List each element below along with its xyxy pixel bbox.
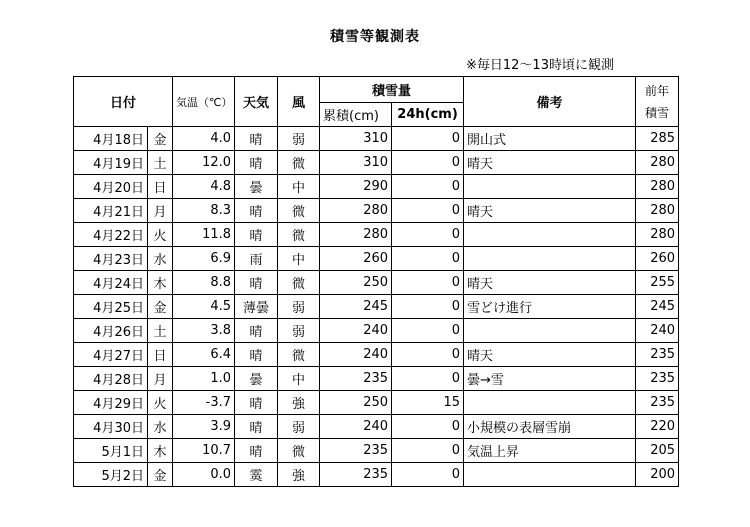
cell-prev-year: 280 [636,223,679,247]
cell-weather: 晴 [235,271,278,295]
table-row [74,367,679,391]
cell-prev-year: 240 [636,319,679,343]
cell-weekday: 日 [148,343,173,367]
table-body [74,127,679,487]
cell-24h: 15 [392,391,464,415]
cell-wind: 中 [278,175,320,199]
header-prev-line2: 積雪 [645,105,670,120]
cell-temp: 11.8 [173,223,235,247]
cell-weather: 晴 [235,223,278,247]
cell-remarks: 雪どけ進行 [464,295,636,319]
cell-temp: 12.0 [173,151,235,175]
cell-prev-year: 205 [636,439,679,463]
cell-cumulative: 235 [320,463,392,487]
cell-remarks [464,175,636,199]
cell-24h: 0 [392,223,464,247]
cell-weather: 晴 [235,127,278,151]
cell-weekday: 火 [148,223,173,247]
cell-prev-year: 220 [636,415,679,439]
header-weather: 天気 [235,77,278,127]
cell-wind: 強 [278,391,320,415]
cell-weekday: 水 [148,415,173,439]
header-prev-line1: 前年 [645,83,670,98]
cell-24h: 0 [392,343,464,367]
cell-date: 4月19日 [74,151,148,175]
table-row [74,247,679,271]
cell-wind: 弱 [278,127,320,151]
cell-temp: 8.3 [173,199,235,223]
cell-weekday: 木 [148,439,173,463]
cell-temp: 6.4 [173,343,235,367]
cell-cumulative: 245 [320,295,392,319]
cell-date: 4月23日 [74,247,148,271]
cell-temp: 3.9 [173,415,235,439]
cell-remarks: 開山式 [464,127,636,151]
cell-cumulative: 260 [320,247,392,271]
cell-weather: 晴 [235,343,278,367]
cell-weather: 晴 [235,319,278,343]
cell-cumulative: 310 [320,127,392,151]
cell-temp: 1.0 [173,367,235,391]
cell-weekday: 土 [148,319,173,343]
cell-wind: 微 [278,151,320,175]
cell-weather: 晴 [235,439,278,463]
cell-weekday: 水 [148,247,173,271]
table-row [74,391,679,415]
table-row [74,175,679,199]
cell-24h: 0 [392,271,464,295]
cell-wind: 中 [278,367,320,391]
cell-weekday: 火 [148,391,173,415]
cell-cumulative: 280 [320,199,392,223]
table-row [74,127,679,151]
cell-weather: 晴 [235,199,278,223]
cell-24h: 0 [392,439,464,463]
cell-remarks [464,247,636,271]
cell-weather: 晴 [235,151,278,175]
cell-weekday: 金 [148,295,173,319]
cell-weekday: 土 [148,151,173,175]
cell-temp: 4.5 [173,295,235,319]
cell-prev-year: 280 [636,175,679,199]
cell-wind: 強 [278,463,320,487]
cell-24h: 0 [392,295,464,319]
table-row [74,463,679,487]
cell-wind: 微 [278,223,320,247]
cell-weekday: 日 [148,175,173,199]
table-row [74,295,679,319]
cell-temp: 4.0 [173,127,235,151]
cell-24h: 0 [392,319,464,343]
cell-remarks: 気温上昇 [464,439,636,463]
cell-date: 4月30日 [74,415,148,439]
cell-remarks: 晴天 [464,343,636,367]
table-row [74,223,679,247]
cell-date: 4月24日 [74,271,148,295]
header-date: 日付 [74,77,173,127]
cell-date: 4月22日 [74,223,148,247]
table-row [74,343,679,367]
cell-cumulative: 250 [320,391,392,415]
cell-temp: 3.8 [173,319,235,343]
cell-wind: 微 [278,343,320,367]
cell-prev-year: 280 [636,151,679,175]
table-row [74,439,679,463]
cell-temp: 10.7 [173,439,235,463]
cell-prev-year: 235 [636,367,679,391]
table-row [74,151,679,175]
header-prev-year-snow [636,77,679,127]
cell-date: 4月21日 [74,199,148,223]
cell-remarks [464,223,636,247]
observation-note: ※毎日12～13時頃に観測 [466,58,614,73]
cell-weekday: 木 [148,271,173,295]
cell-remarks: 小規模の表層雪崩 [464,415,636,439]
cell-date: 4月25日 [74,295,148,319]
header-24h: 24h(cm) [392,103,464,127]
cell-weekday: 月 [148,199,173,223]
snow-observation-table [73,76,679,487]
cell-temp: 8.8 [173,271,235,295]
cell-cumulative: 280 [320,223,392,247]
header-temp: 気温（℃） [173,77,235,127]
cell-remarks: 晴天 [464,199,636,223]
cell-24h: 0 [392,415,464,439]
cell-weather: 薄曇 [235,295,278,319]
table-row [74,199,679,223]
cell-prev-year: 245 [636,295,679,319]
cell-24h: 0 [392,151,464,175]
cell-remarks [464,463,636,487]
cell-temp: 0.0 [173,463,235,487]
cell-cumulative: 240 [320,343,392,367]
header-remarks: 備考 [464,77,636,127]
cell-date: 4月28日 [74,367,148,391]
cell-cumulative: 240 [320,319,392,343]
cell-date: 4月26日 [74,319,148,343]
cell-date: 5月1日 [74,439,148,463]
cell-cumulative: 235 [320,439,392,463]
cell-temp: -3.7 [173,391,235,415]
cell-wind: 弱 [278,319,320,343]
cell-cumulative: 235 [320,367,392,391]
cell-date: 4月18日 [74,127,148,151]
cell-weather: 霙 [235,463,278,487]
cell-wind: 微 [278,199,320,223]
cell-wind: 中 [278,247,320,271]
cell-cumulative: 310 [320,151,392,175]
cell-24h: 0 [392,463,464,487]
cell-prev-year: 255 [636,271,679,295]
cell-date: 5月2日 [74,463,148,487]
cell-remarks: 曇→雪 [464,367,636,391]
cell-remarks: 晴天 [464,271,636,295]
cell-date: 4月29日 [74,391,148,415]
cell-weekday: 月 [148,367,173,391]
header-snow: 積雪量 [320,77,464,103]
cell-remarks [464,391,636,415]
cell-prev-year: 200 [636,463,679,487]
cell-cumulative: 240 [320,415,392,439]
cell-prev-year: 280 [636,199,679,223]
cell-wind: 弱 [278,415,320,439]
cell-wind: 微 [278,439,320,463]
cell-prev-year: 285 [636,127,679,151]
cell-date: 4月27日 [74,343,148,367]
cell-prev-year: 235 [636,391,679,415]
cell-temp: 6.9 [173,247,235,271]
cell-cumulative: 290 [320,175,392,199]
cell-24h: 0 [392,367,464,391]
cell-weekday: 金 [148,463,173,487]
cell-prev-year: 235 [636,343,679,367]
cell-weather: 曇 [235,367,278,391]
cell-24h: 0 [392,247,464,271]
cell-cumulative: 250 [320,271,392,295]
cell-prev-year: 260 [636,247,679,271]
cell-weather: 晴 [235,415,278,439]
page-title: 積雪等観測表 [330,29,420,45]
table-row [74,415,679,439]
cell-temp: 4.8 [173,175,235,199]
cell-weather: 曇 [235,175,278,199]
table-row [74,319,679,343]
cell-wind: 弱 [278,295,320,319]
cell-24h: 0 [392,175,464,199]
cell-24h: 0 [392,199,464,223]
cell-wind: 微 [278,271,320,295]
cell-remarks: 晴天 [464,151,636,175]
cell-24h: 0 [392,127,464,151]
cell-date: 4月20日 [74,175,148,199]
cell-weekday: 金 [148,127,173,151]
header-wind: 風 [278,77,320,127]
cell-weather: 晴 [235,391,278,415]
cell-remarks [464,319,636,343]
cell-weather: 雨 [235,247,278,271]
table-row [74,271,679,295]
header-cumulative: 累積(cm) [320,103,392,127]
